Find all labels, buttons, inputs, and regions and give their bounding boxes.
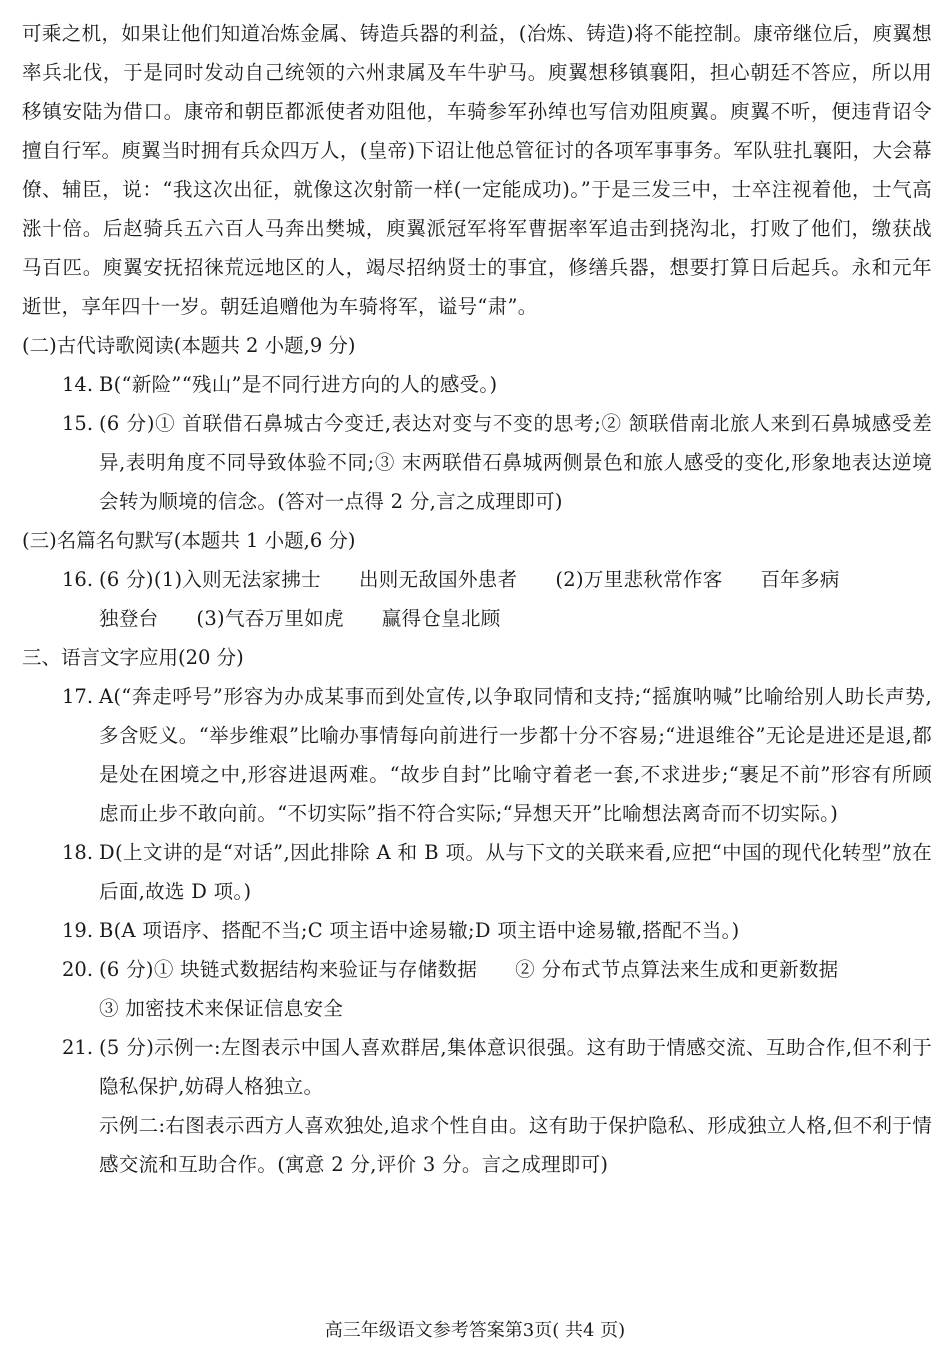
section-3-heading: (三)名篇名句默写(本题共 1 小题,6 分): [22, 529, 356, 552]
answer-20-number: 20.: [62, 958, 94, 981]
answer-16-line-4: 百年多病: [760, 568, 840, 591]
page-footer: 高三年级语文参考答案第3页( 共4 页): [324, 1320, 626, 1341]
answer-19: [22, 911, 932, 950]
answer-15: [22, 404, 932, 521]
answer-16: [22, 560, 932, 638]
answer-21-example-1: (5 分)示例一:左图表示中国人喜欢群居,集体意识很强。这有助于情感交流、互助合作,但不利于隐私保护,妨碍人格独立。: [99, 1036, 932, 1098]
answer-18-text: D(上文讲的是“对话”,因此排除 A 和 B 项。从与下文的关联来看,应把“中国的现代化转型”放在后面,故选 D 项。): [99, 841, 932, 903]
answer-17-number: 17.: [62, 685, 94, 708]
answer-18: [22, 833, 932, 911]
section-2-heading: (二)古代诗歌阅读(本题共 2 小题,9 分): [22, 334, 356, 357]
answer-page: [22, 14, 932, 1184]
answer-15-text: (6 分)① 首联借石鼻城古今变迁,表达对变与不变的思考;② 颔联借南北旅人来到石鼻城感受差异,表明角度不同导致体验不同;③ 末两联借石鼻城两侧景色和旅人感受的变化,形象地表达逆境会转为顺境的信念。(答对一点得 2 分,言之成理即可): [99, 412, 932, 513]
answer-19-number: 19.: [62, 919, 94, 942]
answer-16-number: 16.: [62, 568, 94, 591]
answer-16-line-5: 独登台: [99, 607, 159, 630]
answer-16-line-2: 出则无敌国外患者: [358, 568, 518, 591]
answer-16-line-7: 赢得仓皇北顾: [381, 607, 501, 630]
answer-14-number: 14.: [62, 373, 94, 396]
answer-21-number: 21.: [62, 1036, 94, 1059]
answer-20-point-1: (6 分)① 块链式数据结构来验证与存储数据: [99, 958, 478, 981]
answer-14-text: B(“新险”“残山”是不同行进方向的人的感受。): [99, 373, 498, 396]
answer-14: [22, 365, 932, 404]
answer-19-text: B(A 项语序、搭配不当;C 项主语中途易辙;D 项主语中途易辙,搭配不当。): [99, 919, 740, 942]
intro-paragraph: 可乘之机，如果让他们知道冶炼金属、铸造兵器的利益，(冶炼、铸造)将不能控制。康帝继位后，庾翼想率兵北伐，于是同时发动自己统领的六州隶属及车牛驴马。庾翼想移镇襄阳，担心朝廷不答应，所以用移镇安陆为借口。康帝和朝臣都派使者劝阻他，车骑参军孙绰也写信劝阻庾翼。庾翼不听，便违背诏令擅自行军。庾翼当时拥有兵众四万人，(皇帝)下诏让他总管征讨的各项军事事务。军队驻扎襄阳，大会幕僚、辅臣，说：“我这次出征，就像这次射箭一样(一定能成功)。”于是三发三中，士卒注视着他，士气高涨十倍。后赵骑兵五六百人马奔出樊城，庾翼派冠军将军曹据率军追击到挠沟北，打败了他们，缴获战马百匹。庾翼安抚招徕荒远地区的人，竭尽招纳贤士的事宜，修缮兵器，想要打算日后起兵。永和元年逝世，享年四十一岁。朝廷追赠他为车骑将军，谥号“肃”。: [22, 22, 932, 318]
answer-15-number: 15.: [62, 412, 94, 435]
answer-17: [22, 677, 932, 833]
answer-20-point-3: ③ 加密技术来保证信息安全: [99, 997, 344, 1020]
answer-16-line-3: (2)万里悲秋常作客: [555, 568, 723, 591]
answer-16-line-6: (3)气吞万里如虎: [196, 607, 344, 630]
answer-17-text: A(“奔走呼号”形容为办成某事而到处宣传,以争取同情和支持;“摇旗呐喊”比喻给别人助长声势,多含贬义。“举步维艰”比喻办事情每向前进行一步都十分不容易;“进退维谷”无论是进还是退,都是处在困境之中,形容进退两难。“故步自封”比喻守着老一套,不求进步;“裹足不前”形容有所顾虑而止步不敢向前。“不切实际”指不符合实际;“异想天开”比喻想法离奇而不切实际。): [99, 685, 932, 825]
answer-18-number: 18.: [62, 841, 94, 864]
answer-21-example-2: 示例二:右图表示西方人喜欢独处,追求个性自由。这有助于保护隐私、形成独立人格,但不利于情感交流和互助合作。(寓意 2 分,评价 3 分。言之成理即可): [99, 1114, 932, 1176]
answer-16-line-1: (6 分)(1)入则无法家拂士: [99, 568, 321, 591]
answer-20: [22, 950, 932, 1028]
answer-21: [22, 1028, 932, 1184]
answer-20-point-2: ② 分布式节点算法来生成和更新数据: [515, 958, 839, 981]
part-3-heading: 三、语言文字应用(20 分): [22, 646, 244, 669]
